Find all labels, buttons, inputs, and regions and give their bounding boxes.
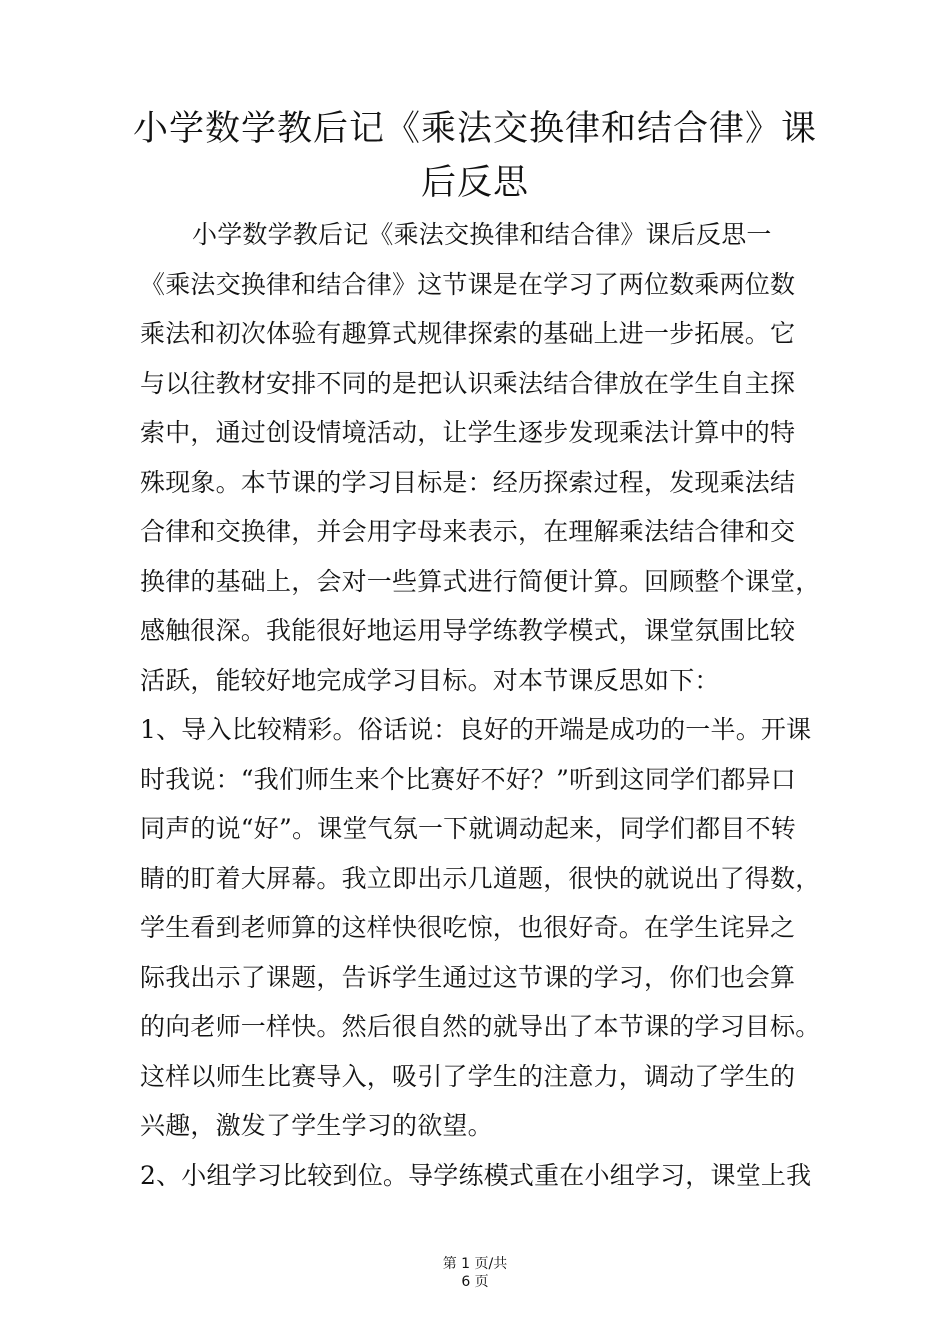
paragraph-line: 这样以师生比赛导入，吸引了学生的注意力，调动了学生的 [140, 1061, 796, 1091]
page-number-line-1: 第 1 页/共 [442, 1256, 508, 1272]
paragraph-line: 与以往教材安排不同的是把认识乘法结合律放在学生自主探 [140, 368, 796, 398]
paragraph-line: 殊现象。本节课的学习目标是：经历探索过程，发现乘法结 [140, 467, 796, 497]
paragraph-line: 1、导入比较精彩。俗话说：良好的开端是成功的一半。开课 [140, 715, 812, 744]
paragraph-line: 的向老师一样快。然后很自然的就导出了本节课的学习目标。 [140, 1012, 821, 1041]
paragraph-line: 2、小组学习比较到位。导学练模式重在小组学习，课堂上我 [140, 1160, 812, 1190]
paragraph-line: 睛的盯着大屏幕。我立即出示几道题，很快的就说出了得数， [140, 863, 821, 893]
paragraph-line: 合律和交换律，并会用字母来表示，在理解乘法结合律和交 [140, 517, 796, 546]
paragraph-line: 乘法和初次体验有趣算式规律探索的基础上进一步拓展。它 [140, 319, 796, 348]
paragraph-line: 时我说：“我们师生来个比赛好不好？”听到这同学们都异口 [140, 764, 796, 794]
title-line-1: 小学数学教后记《乘法交换律和结合律》课 [132, 109, 817, 149]
paragraph-line: 小学数学教后记《乘法交换律和结合律》课后反思一 [192, 220, 772, 249]
paragraph-line: 感触很深。我能很好地运用导学练教学模式，课堂氛围比较 [140, 616, 796, 645]
paragraph-line: 换律的基础上，会对一些算式进行简便计算。回顾整个课堂， [140, 566, 821, 596]
document-title [130, 102, 820, 210]
paragraph-line: 《乘法交换律和结合律》这节课是在学习了两位数乘两位数 [140, 269, 796, 299]
paragraph-line: 索中，通过创设情境活动，让学生逐步发现乘法计算中的特 [140, 418, 796, 447]
paragraph-line: 活跃，能较好地完成学习目标。对本节课反思如下： [140, 665, 720, 695]
paragraph-line: 兴趣，激发了学生学习的欲望。 [140, 1111, 493, 1140]
document-body [140, 210, 821, 1200]
paragraph-line: 学生看到老师算的这样快很吃惊，也很好奇。在学生诧异之 [140, 913, 796, 942]
title-line-2: 后反思 [420, 163, 529, 203]
paragraph-line: 际我出示了课题，告诉学生通过这节课的学习，你们也会算 [140, 962, 796, 992]
page-number-line-2: 6 页 [461, 1274, 489, 1290]
page-footer [0, 1255, 950, 1291]
paragraph-line: 同声的说“好”。课堂气氛一下就调动起来，同学们都目不转 [140, 814, 796, 843]
